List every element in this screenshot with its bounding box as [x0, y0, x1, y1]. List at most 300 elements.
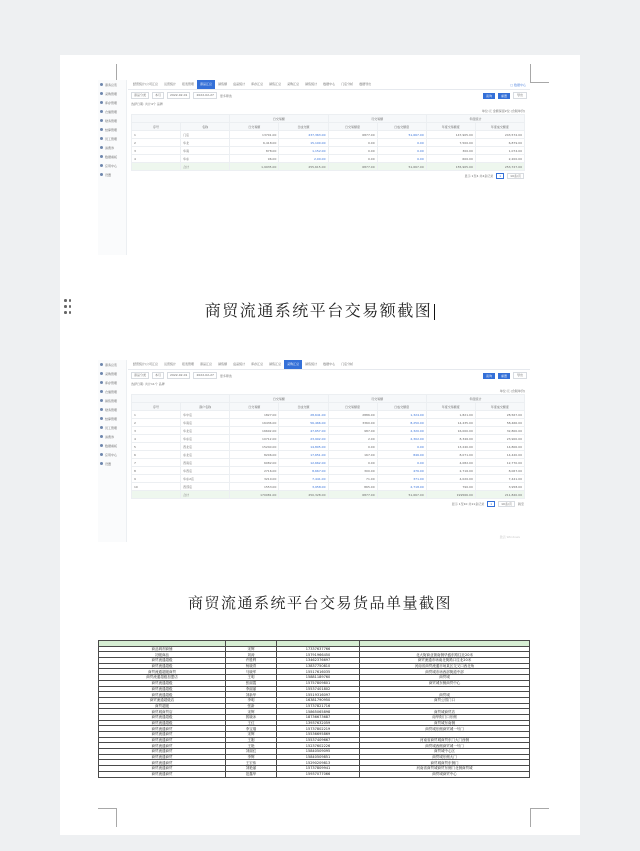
column-header: 年度交易额度	[426, 123, 475, 131]
category-select[interactable]: 商品分类	[131, 372, 149, 379]
header-row	[132, 403, 525, 411]
category-select[interactable]: 商品分类	[131, 92, 149, 99]
table-cell: 南华街门口东侧	[360, 714, 530, 720]
sidebar-item[interactable]	[98, 423, 126, 432]
tab[interactable]: 销售统计	[305, 82, 318, 86]
sidebar-item-label: 设置	[105, 172, 112, 177]
page-corner-mark	[530, 808, 549, 827]
table-cell: 2,320.00	[377, 427, 426, 435]
table-cell: 15737809941	[277, 766, 360, 772]
tab[interactable]: 商品汇总	[200, 362, 213, 366]
total-cell	[132, 163, 181, 171]
table-cell: 商贸公园门口	[360, 697, 530, 703]
table-cell: 878.00	[230, 147, 279, 155]
table-row[interactable]	[132, 443, 525, 451]
table-cell: 商贸城西侧商贸城一号门	[360, 743, 530, 749]
table-cell: 马晓军	[226, 669, 277, 675]
table-cell: 商贸流通超级	[99, 658, 226, 664]
per-page-select[interactable]: 10条/页	[498, 501, 515, 507]
table-cell: 28,641.00	[279, 411, 328, 419]
table-cell: 6,418.00	[230, 139, 279, 147]
column-header: 日交易额	[230, 403, 279, 411]
table-cell: 18736673687	[277, 714, 360, 720]
table-cell: 8,250.00	[377, 419, 426, 427]
table-cell: 1,821.00	[426, 411, 475, 419]
sidebar-item-label: 库存管理	[105, 380, 118, 385]
table-cell: 2,200.00	[475, 155, 524, 163]
table-cell: 宋辉	[226, 732, 277, 738]
sidebar-item-label: 销售管理	[105, 398, 118, 403]
table-cell: 范鑫华	[226, 771, 277, 777]
date-from-input[interactable]: 2022-02-01	[167, 92, 190, 99]
table-cell: 865.00	[328, 483, 377, 491]
group-header: 月交易额	[328, 115, 426, 123]
filter-bar	[128, 370, 530, 381]
column-header: 日成交额度	[377, 123, 426, 131]
more-filters-link[interactable]: 更多筛选	[219, 93, 232, 98]
reset-button[interactable]: 重置	[498, 373, 510, 379]
table-cell: 商贸流通商贸	[99, 732, 226, 738]
embedded-screenshot-goods	[98, 360, 530, 542]
tab[interactable]: 商品汇总	[197, 80, 215, 89]
table-cell: 8	[132, 467, 181, 475]
sidebar-item[interactable]	[98, 161, 126, 170]
sidebar-item[interactable]	[98, 107, 126, 116]
sidebar-item-label: 库存管理	[105, 100, 118, 105]
sidebar-item-label: 采购管理	[105, 91, 118, 96]
table-cell: 16602.00	[230, 427, 279, 435]
table-cell: 15240.00	[230, 443, 279, 451]
table-cell: 李明	[226, 697, 277, 703]
total-cell: 170081.00	[230, 491, 279, 499]
group-header: 日交易额	[230, 115, 328, 123]
table-row[interactable]	[132, 459, 525, 467]
table-cell: 李辉	[226, 754, 277, 760]
sidebar-item[interactable]	[98, 125, 126, 134]
sidebar-item[interactable]	[98, 414, 126, 423]
table-cell: 300.00	[328, 467, 377, 475]
table-cell: 15840509095	[277, 749, 360, 755]
table-cell: 790.00	[426, 483, 475, 491]
range-select[interactable]: 本月	[152, 92, 164, 99]
table-cell: 32,800.00	[475, 427, 524, 435]
table-row[interactable]	[132, 435, 525, 443]
table-cell: 3210.00	[230, 475, 279, 483]
caption-transaction-amount[interactable]	[100, 298, 540, 321]
table-cell: 刘丽红	[226, 749, 277, 755]
table-cell: 王红	[226, 720, 277, 726]
sidebar-item[interactable]	[98, 170, 126, 179]
sidebar-item-label: 员工管理	[105, 425, 118, 430]
table-cell: 71.00	[328, 475, 377, 483]
total-cell: 1,9935.00	[230, 163, 279, 171]
table-cell: 14,805.00	[279, 443, 328, 451]
sidebar-item[interactable]	[98, 441, 126, 450]
table-cell: 371.00	[377, 475, 426, 483]
table-row[interactable]	[132, 155, 525, 163]
summary-line: 选择日期: 共计11个 品牌	[131, 382, 165, 386]
table-cell: 1	[132, 411, 181, 419]
table-cell: 10	[132, 483, 181, 491]
tab[interactable]: 经营统计/公司汇总	[133, 82, 159, 86]
group-header: 年度统计	[426, 115, 524, 123]
tab-bar	[128, 80, 530, 90]
table-cell: 商贸流通商贸	[99, 771, 226, 777]
data-center-link[interactable]: □ 数据中心	[510, 82, 526, 87]
sidebar-item[interactable]	[98, 116, 126, 125]
table-cell: 河南省商贸流通市场某区交叉口西北角	[360, 663, 530, 669]
table-cell: 14,806.00	[475, 443, 524, 451]
table-row[interactable]	[132, 147, 525, 155]
total-cell: 255,615.00	[279, 163, 328, 171]
table-cell: 华南	[181, 147, 230, 155]
table-cell: 600.00	[426, 155, 475, 163]
menu-icon	[100, 110, 103, 113]
table-cell: 4,082.00	[426, 459, 475, 467]
total-row	[132, 163, 525, 171]
table-row[interactable]	[132, 411, 525, 419]
total-cell: 250,328.00	[279, 491, 328, 499]
sidebar-item-label: 员工管理	[105, 136, 118, 141]
sidebar-item-label: 采购管理	[105, 371, 118, 376]
goods-stat-table	[131, 394, 525, 499]
export-button[interactable]: 导出	[513, 92, 527, 99]
table-cell: 商贸城东南侧	[360, 720, 530, 726]
table-cell: 西南店	[181, 459, 230, 467]
sidebar-item[interactable]	[98, 98, 126, 107]
table-cell: 商贸流通超级商贸	[99, 669, 226, 675]
table-cell: 刘涛	[226, 652, 277, 658]
table-cell: 商贸流通商贸	[99, 766, 226, 772]
menu-icon	[100, 462, 103, 465]
table-cell: 商贸流通市场南北街路口往北20米	[360, 658, 530, 664]
page-button[interactable]: 1	[487, 501, 495, 507]
merchant-table	[98, 640, 530, 778]
tab[interactable]: 报表管理	[182, 362, 195, 366]
table-cell: 96.00	[230, 155, 279, 163]
sidebar-item[interactable]	[98, 143, 126, 152]
table-cell: 15237602226	[277, 743, 360, 749]
table-cell: 16381790950	[277, 697, 360, 703]
sidebar-item[interactable]	[98, 396, 126, 405]
watermark: 激活 Windows	[499, 535, 520, 539]
table-cell: 14,420.00	[475, 451, 524, 459]
table-cell: 张新	[226, 703, 277, 709]
table-cell: 3,958.00	[279, 483, 328, 491]
table-cell: 刘新华	[226, 692, 277, 698]
table-cell: 10712.00	[230, 435, 279, 443]
table-row[interactable]	[132, 467, 525, 475]
table-cell: 987.00	[328, 427, 377, 435]
pager-summary: 显示 1至4 共4条记录	[464, 173, 494, 178]
table-cell: 商贸流通超级	[99, 720, 226, 726]
tab[interactable]: 销售额	[218, 362, 228, 366]
table-cell: 15791966450	[277, 652, 360, 658]
table-cell: 商贸流通超级店	[99, 697, 226, 703]
table-cell: 商贸流通商贸	[99, 743, 226, 749]
tab[interactable]: 销售统计	[305, 362, 318, 366]
table-cell: 李丽丽	[226, 686, 277, 692]
table-cell: 商贸城商贸中心	[360, 771, 530, 777]
per-page-select[interactable]: 10条/页	[507, 173, 524, 179]
menu-icon	[100, 426, 103, 429]
table-cell: 23,900.00	[475, 435, 524, 443]
table-cell: 商贸城商贸店	[360, 709, 530, 715]
tab[interactable]: 运营统计	[164, 82, 177, 86]
table-cell: 商贸流通商贸	[99, 737, 226, 743]
table-cell: 华东	[181, 155, 230, 163]
date-to-input[interactable]: 2022-02-27	[193, 372, 216, 379]
tab[interactable]: 采购汇总	[284, 360, 302, 369]
table-cell: 1,074.00	[475, 147, 524, 155]
total-cell: 6877.00	[328, 491, 377, 499]
menu-icon	[100, 435, 103, 438]
reset-button[interactable]: 重置	[498, 93, 510, 99]
tab[interactable]: 库存汇总	[251, 362, 264, 366]
column-header: 名称	[181, 123, 230, 131]
sidebar-item[interactable]	[98, 432, 126, 441]
tab[interactable]: 采购汇总	[287, 82, 300, 86]
table-cell: 0.00	[377, 443, 426, 451]
table-row[interactable]	[132, 483, 525, 491]
table-cell: 2.00	[328, 435, 377, 443]
column-header: 序号	[132, 123, 181, 131]
table-cell: 147,905.00	[426, 131, 475, 139]
sidebar	[98, 80, 127, 255]
table-cell: 1553.00	[230, 483, 279, 491]
sidebar-item-label: 结算管理	[105, 127, 118, 132]
tab[interactable]: 数据中心	[323, 82, 336, 86]
query-button[interactable]: 查询	[483, 93, 495, 99]
table-cell: 王艳	[226, 743, 277, 749]
caption-goods-volume[interactable]: 商贸流通系统平台交易货品单量截图	[187, 594, 452, 612]
total-cell: 155,905.00	[426, 163, 475, 171]
tab[interactable]: 数据中心	[323, 362, 336, 366]
sidebar-item[interactable]	[98, 89, 126, 98]
table-cell: 15840509851	[277, 754, 360, 760]
column-header: 日交易额度	[328, 403, 377, 411]
table-cell: 0.00	[377, 155, 426, 163]
table-cell: 4,020.00	[426, 475, 475, 483]
table-cell: 1827.00	[230, 411, 279, 419]
table-cell: 3	[132, 147, 181, 155]
table-cell: 河南省商贸城商贸东门大门西侧	[360, 737, 530, 743]
table-cell: 7,500.00	[426, 139, 475, 147]
sidebar-item[interactable]	[98, 450, 126, 459]
sidebar-item-label: 消费券	[105, 145, 115, 150]
table-row[interactable]	[132, 131, 525, 139]
table-cell: 华北店	[181, 427, 230, 435]
sidebar-item-label: 数据看板	[105, 443, 118, 448]
date-to-input[interactable]: 2022-02-27	[193, 92, 216, 99]
table-cell: 商贸流通超级	[99, 680, 226, 686]
table-cell: 23,902.00	[279, 435, 328, 443]
table-cell: 刘艳丽	[226, 766, 277, 772]
table-cell: 初级商品	[99, 652, 226, 658]
table-cell: 宋辉	[226, 646, 277, 652]
tab[interactable]: 运营统计	[164, 362, 177, 366]
table-cell: 2	[132, 419, 181, 427]
table-cell: 8206.00	[230, 451, 279, 459]
sidebar-item-label: 消费券	[105, 434, 115, 439]
embedded-screenshot-transactions	[98, 80, 530, 255]
group-header: 日交易额	[230, 395, 328, 403]
filter-bar	[128, 90, 530, 101]
table-cell: 商贸超级	[99, 703, 226, 709]
total-cell: 51,667.00	[377, 491, 426, 499]
tab[interactable]: 库存汇总	[251, 82, 264, 86]
table-cell: 15737802219	[277, 726, 360, 732]
menu-icon	[100, 381, 103, 384]
table-cell: 2,716.00	[426, 467, 475, 475]
tab[interactable]: 货品统计	[233, 82, 246, 86]
table-cell: 西部店	[181, 483, 230, 491]
sidebar-item-label: 设置	[105, 461, 112, 466]
table-cell: 商贸流通超级加盟店	[99, 675, 226, 681]
sidebar-item-label: 结算管理	[105, 416, 118, 421]
table-cell: 15290209813	[277, 760, 360, 766]
table-cell: 王刚	[226, 737, 277, 743]
table-cell: 2,00.00	[279, 155, 328, 163]
sidebar-item-label: 数据看板	[105, 154, 118, 159]
menu-icon	[100, 444, 103, 447]
sidebar-item[interactable]	[98, 378, 126, 387]
table-cell: 商贸流通商贸	[99, 754, 226, 760]
drag-handle-icon[interactable]	[64, 299, 72, 315]
table-cell: 东北店	[181, 451, 230, 459]
table-cell: 2,302.00	[377, 435, 426, 443]
unit-note: 单位:元 金额保留2位 (含税单价)	[481, 109, 525, 113]
menu-icon	[100, 399, 103, 402]
sidebar-item[interactable]	[98, 459, 126, 468]
table-cell: 北大街商业街南侧华盛东路往北20米	[360, 652, 530, 658]
date-from-input[interactable]: 2022-02-01	[167, 372, 190, 379]
table-cell: 7,441.00	[279, 475, 328, 483]
table-cell: 许胜利	[226, 658, 277, 664]
page-button[interactable]: 1	[496, 173, 504, 179]
total-cell: 253,727.00	[475, 163, 524, 171]
menu-icon	[100, 155, 103, 158]
table-row[interactable]	[132, 475, 525, 483]
table-cell: 15537409667	[277, 737, 360, 743]
sidebar-item[interactable]	[98, 405, 126, 414]
menu-icon	[100, 372, 103, 375]
range-select[interactable]: 本月	[152, 372, 164, 379]
sidebar-item[interactable]	[98, 387, 126, 396]
sidebar-item[interactable]	[98, 152, 126, 161]
sidebar-item[interactable]	[98, 80, 126, 89]
table-cell: 4	[132, 435, 181, 443]
sidebar	[98, 360, 127, 542]
table-cell: 3,958.00	[475, 483, 524, 491]
menu-icon	[100, 453, 103, 456]
table-cell: 9	[132, 475, 181, 483]
table-cell: 167.00	[328, 451, 377, 459]
table-cell: 杨晓青	[226, 663, 277, 669]
table-cell: 8,067.00	[475, 467, 524, 475]
table-cell: 2886.00	[328, 411, 377, 419]
table-cell: 15757809801	[277, 680, 360, 686]
tab[interactable]: 销售汇总	[269, 82, 282, 86]
table-row[interactable]	[132, 451, 525, 459]
menu-icon	[100, 137, 103, 140]
sidebar-item-label: 仓储管理	[105, 109, 118, 114]
group-header-row	[132, 395, 525, 403]
table-cell: 6877.00	[328, 131, 377, 139]
query-button[interactable]: 查询	[483, 373, 495, 379]
tab-bar	[128, 360, 530, 370]
table-cell: 商品调剂商铺	[99, 646, 226, 652]
tab[interactable]: 销售额	[218, 82, 228, 86]
tab[interactable]: 经营统计/公司汇总	[133, 362, 159, 366]
table-cell: 商贸城东侧商贸城一号门	[360, 726, 530, 732]
sidebar-item[interactable]	[98, 134, 126, 143]
column-header: 年度成交额度	[475, 403, 524, 411]
table-cell: 华北	[181, 139, 230, 147]
export-button[interactable]: 导出	[513, 372, 527, 379]
table-cell: 13462376697	[277, 658, 360, 664]
menu-icon	[100, 119, 103, 122]
table-row[interactable]	[132, 139, 525, 147]
table-cell: 宋辉	[226, 709, 277, 715]
menu-icon	[100, 128, 103, 131]
table-cell: 西北店	[181, 443, 230, 451]
group-header: 年度统计	[426, 395, 524, 403]
sidebar-item-label: 财务管理	[105, 407, 118, 412]
table-cell: 7	[132, 459, 181, 467]
table-cell: 13,240.00	[426, 443, 475, 451]
table-row	[99, 771, 530, 777]
table-cell: 商贸流通商贸	[99, 760, 226, 766]
table-row	[99, 766, 530, 772]
table-row	[99, 663, 530, 669]
table-cell: 51,667.00	[377, 131, 426, 139]
table-cell: 0.00	[328, 443, 377, 451]
tab[interactable]: 销售汇总	[269, 362, 282, 366]
menu-icon	[100, 417, 103, 420]
tab[interactable]: 报表管理	[182, 82, 195, 86]
total-cell: 合计	[181, 163, 230, 171]
table-cell: 16436.00	[230, 419, 279, 427]
tab[interactable]: 货品统计	[233, 362, 246, 366]
goto-page[interactable]: 跳至	[517, 501, 524, 506]
total-cell	[132, 491, 181, 499]
caption-text: 商贸流通系统平台交易额截图	[204, 301, 433, 320]
table-cell: 5	[132, 443, 181, 451]
tab[interactable]: 门店分析	[341, 82, 354, 86]
tab[interactable]: 门店分析	[341, 362, 354, 366]
group-header	[132, 395, 230, 403]
column-header: 年度交易额度	[426, 403, 475, 411]
table-row[interactable]	[132, 427, 525, 435]
menu-icon	[100, 101, 103, 104]
menu-icon	[100, 92, 103, 95]
table-cell: 12,770.00	[475, 459, 524, 467]
tab[interactable]: 数据导出	[359, 82, 372, 86]
column-header: 日成交额度	[377, 403, 426, 411]
table-cell: 13837750810	[277, 663, 360, 669]
total-cell: 51,667.00	[377, 163, 426, 171]
table-cell: 2,718.00	[377, 483, 426, 491]
table-row[interactable]	[132, 419, 525, 427]
column-header: 序号	[132, 403, 181, 411]
sidebar-item-label: 财务管理	[105, 118, 118, 123]
menu-icon	[100, 164, 103, 167]
sidebar-item[interactable]	[98, 369, 126, 378]
more-filters-link[interactable]: 更多筛选	[219, 373, 232, 378]
table-cell: 1	[132, 131, 181, 139]
sidebar-item[interactable]	[98, 360, 126, 369]
